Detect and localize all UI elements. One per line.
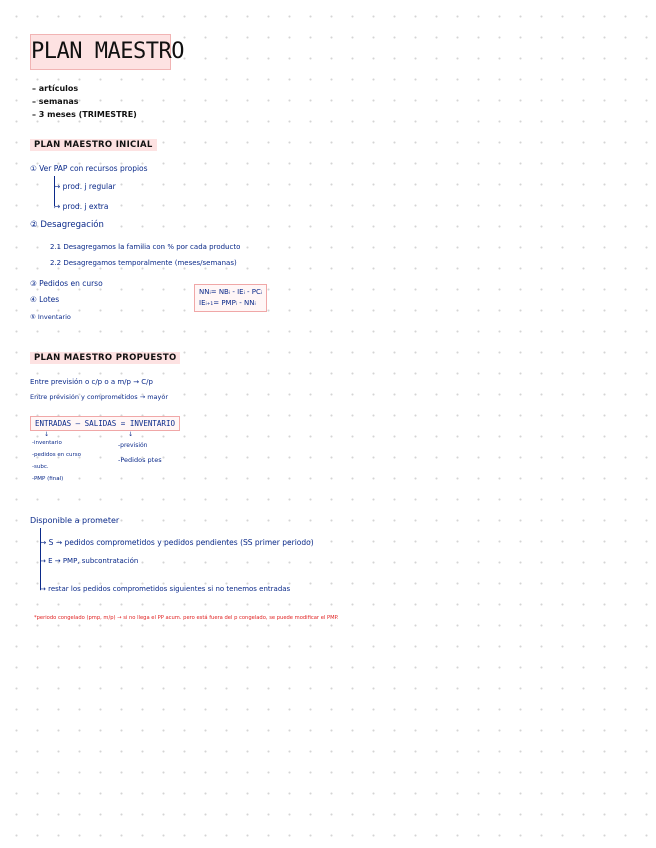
initial-item-2-1: 2.1 Desagregamos la familia con % por cada producto <box>50 243 241 251</box>
salidas-item: -previsión <box>118 442 148 449</box>
frozen-period-note: *periodo congelado (pmp, m/p) → si no llega el PP acum. pero está fuera del p congelado, se puede modificar el PMP. <box>34 615 339 621</box>
initial-item-1-regular: ↦ prod. j regular <box>54 182 116 191</box>
salidas-arrow: ↓ <box>128 431 134 438</box>
atp-restar-line: ↦ restar los pedidos comprometidos siguientes si no tenemos entradas <box>40 585 291 593</box>
intro-item-months: – 3 meses (TRIMESTRE) <box>32 110 137 119</box>
entradas-item: -subc. <box>32 464 49 470</box>
intro-item-weeks: – semanas <box>32 97 79 106</box>
entradas-item: -pedidos en curso <box>32 452 81 458</box>
initial-item-4: ④ Lotes <box>30 295 60 304</box>
entradas-item: -inventario <box>32 440 62 446</box>
formula-box <box>194 284 267 312</box>
proposed-line-1: Entre previsión o c/p o a m/p → C/p <box>30 378 153 386</box>
salidas-item: -Pedidos ptes <box>118 456 162 464</box>
equation-box: ENTRADAS – SALIDAS = INVENTARIO <box>30 416 180 431</box>
initial-item-2-2: 2.2 Desagregamos temporalmente (meses/semanas) <box>50 259 237 267</box>
initial-item-2: ② Desagregación <box>30 220 104 230</box>
initial-item-1-extra: ↦ prod. j extra <box>54 202 109 211</box>
initial-item-3: ③ Pedidos en curso <box>30 279 103 288</box>
initial-item-5: ⑤ Inventario <box>30 313 71 321</box>
section-heading-proposed: PLAN MAESTRO PROPUESTO <box>30 353 180 363</box>
formula-line-1: NNᵢ= NBᵢ - IEᵢ - PCᵢ <box>199 288 263 296</box>
page-title: PLAN MAESTRO <box>30 34 171 70</box>
formula-line-2: IEᵢ₊₁= PMPᵢ - NNᵢ <box>199 299 256 307</box>
atp-e-line: ↦ E → PMP, subcontratación <box>40 557 139 565</box>
atp-s-line: ↦ S → pedidos comprometidos y pedidos pendientes (SS primer periodo) <box>40 538 314 547</box>
section-heading-initial: PLAN MAESTRO INICIAL <box>30 140 157 150</box>
atp-heading: Disponible a prometer <box>30 516 120 525</box>
initial-item-1: ① Ver PAP con recursos propios <box>30 164 148 173</box>
intro-item-articles: – artículos <box>32 84 79 93</box>
entradas-arrow: ↓ <box>44 431 50 438</box>
entradas-item: -PMP (final) <box>32 476 64 482</box>
proposed-line-2: Entre previsión y comprometidos → mayor <box>30 393 169 401</box>
